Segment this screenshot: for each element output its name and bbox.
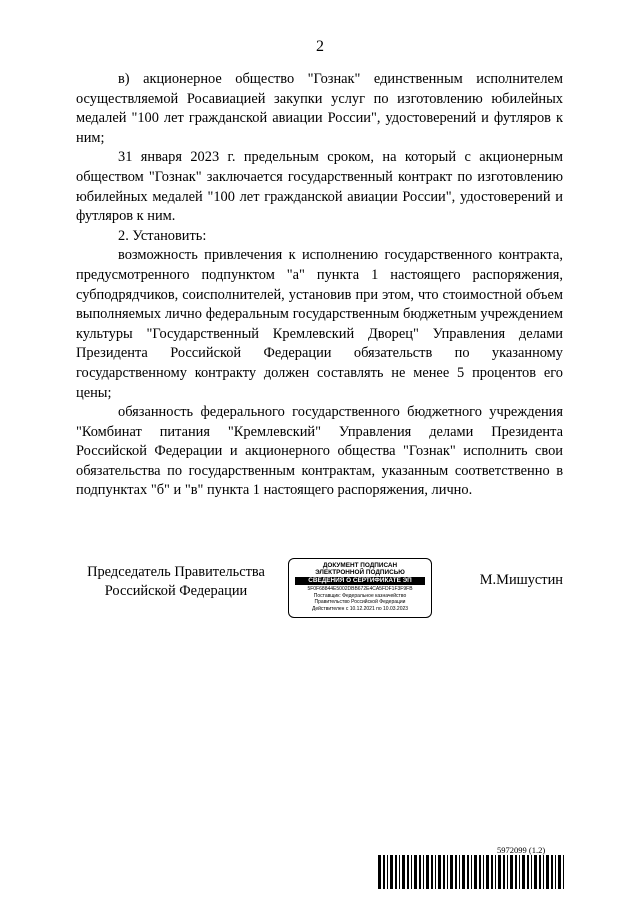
stamp-title-line2: ЭЛЕКТРОННОЙ ПОДПИСЬЮ [315,569,405,576]
signatory-name: М.Мишустин [479,572,563,588]
stamp-title-line1: ДОКУМЕНТ ПОДПИСАН [322,562,398,569]
page-number: 2 [316,38,324,55]
paragraph: возможность привлечения к исполнению государственного контракта, предусмотренного подпунктом "а" пункта 1 настоящего распоряжения, субподрядчиков, соисполнителей, установив при этом, что стоимостной объем выполняемых лично федеральным государственным бюджетным учреждением культуры "Государственный Кремлевский Дворец" Управления делами Президента Российской Федерации обязательств по указанному государственному контракту должен составлять не менее 5 процентов его цены; [76,247,563,401]
signatory-position [76,563,276,601]
barcode-icon [378,855,564,889]
stamp-issuer-line2: Правительство Российской Федерации [314,599,406,606]
stamp-serial: 5F0F68844E5002DBB672E4CA5FDF1F3F9FB [307,586,413,592]
stamp-validity: Действителен с 10.12.2021 по 10.03.2023 [311,605,409,612]
paragraph: 31 января 2023 г. предельным сроком, на который с акционерным обществом "Гознак" заключается государственный контракт по изготовлению юбилейных медалей "100 лет гражданской авиации России", удостоверений и футляров к ним. [76,149,563,225]
paragraph: 2. Установить: [118,227,207,244]
signatory-position-line1: Председатель Правительства [87,564,265,580]
document-code: 5972099 (1.2) [497,845,546,855]
stamp-issuer-line1: Поставщик: Федеральное казначейство [313,592,407,599]
paragraph: в) акционерное общество "Гознак" единственным исполнителем осуществляемой Росавиацией закупки услуг по изготовлению юбилейных медалей "100 лет гражданской авиации России", удостоверений и футляров к ним; [76,71,563,146]
electronic-signature-stamp [288,558,432,618]
signatory-position-line2: Российской Федерации [104,583,248,599]
document-body [76,70,563,501]
stamp-certificate-header: СВЕДЕНИЯ О СЕРТИФИКАТЕ ЭП [295,577,425,585]
paragraph: обязанность федерального государственного бюджетного учреждения "Комбинат питания "Кремлевский" Управления делами Президента Российской Федерации и акционерного общества "Гознак" исполнить свои обязательства по государственным контрактам, указанным соответственно в подпунктах "б" и "в" пункта 1 настоящего распоряжения, лично. [76,404,563,499]
